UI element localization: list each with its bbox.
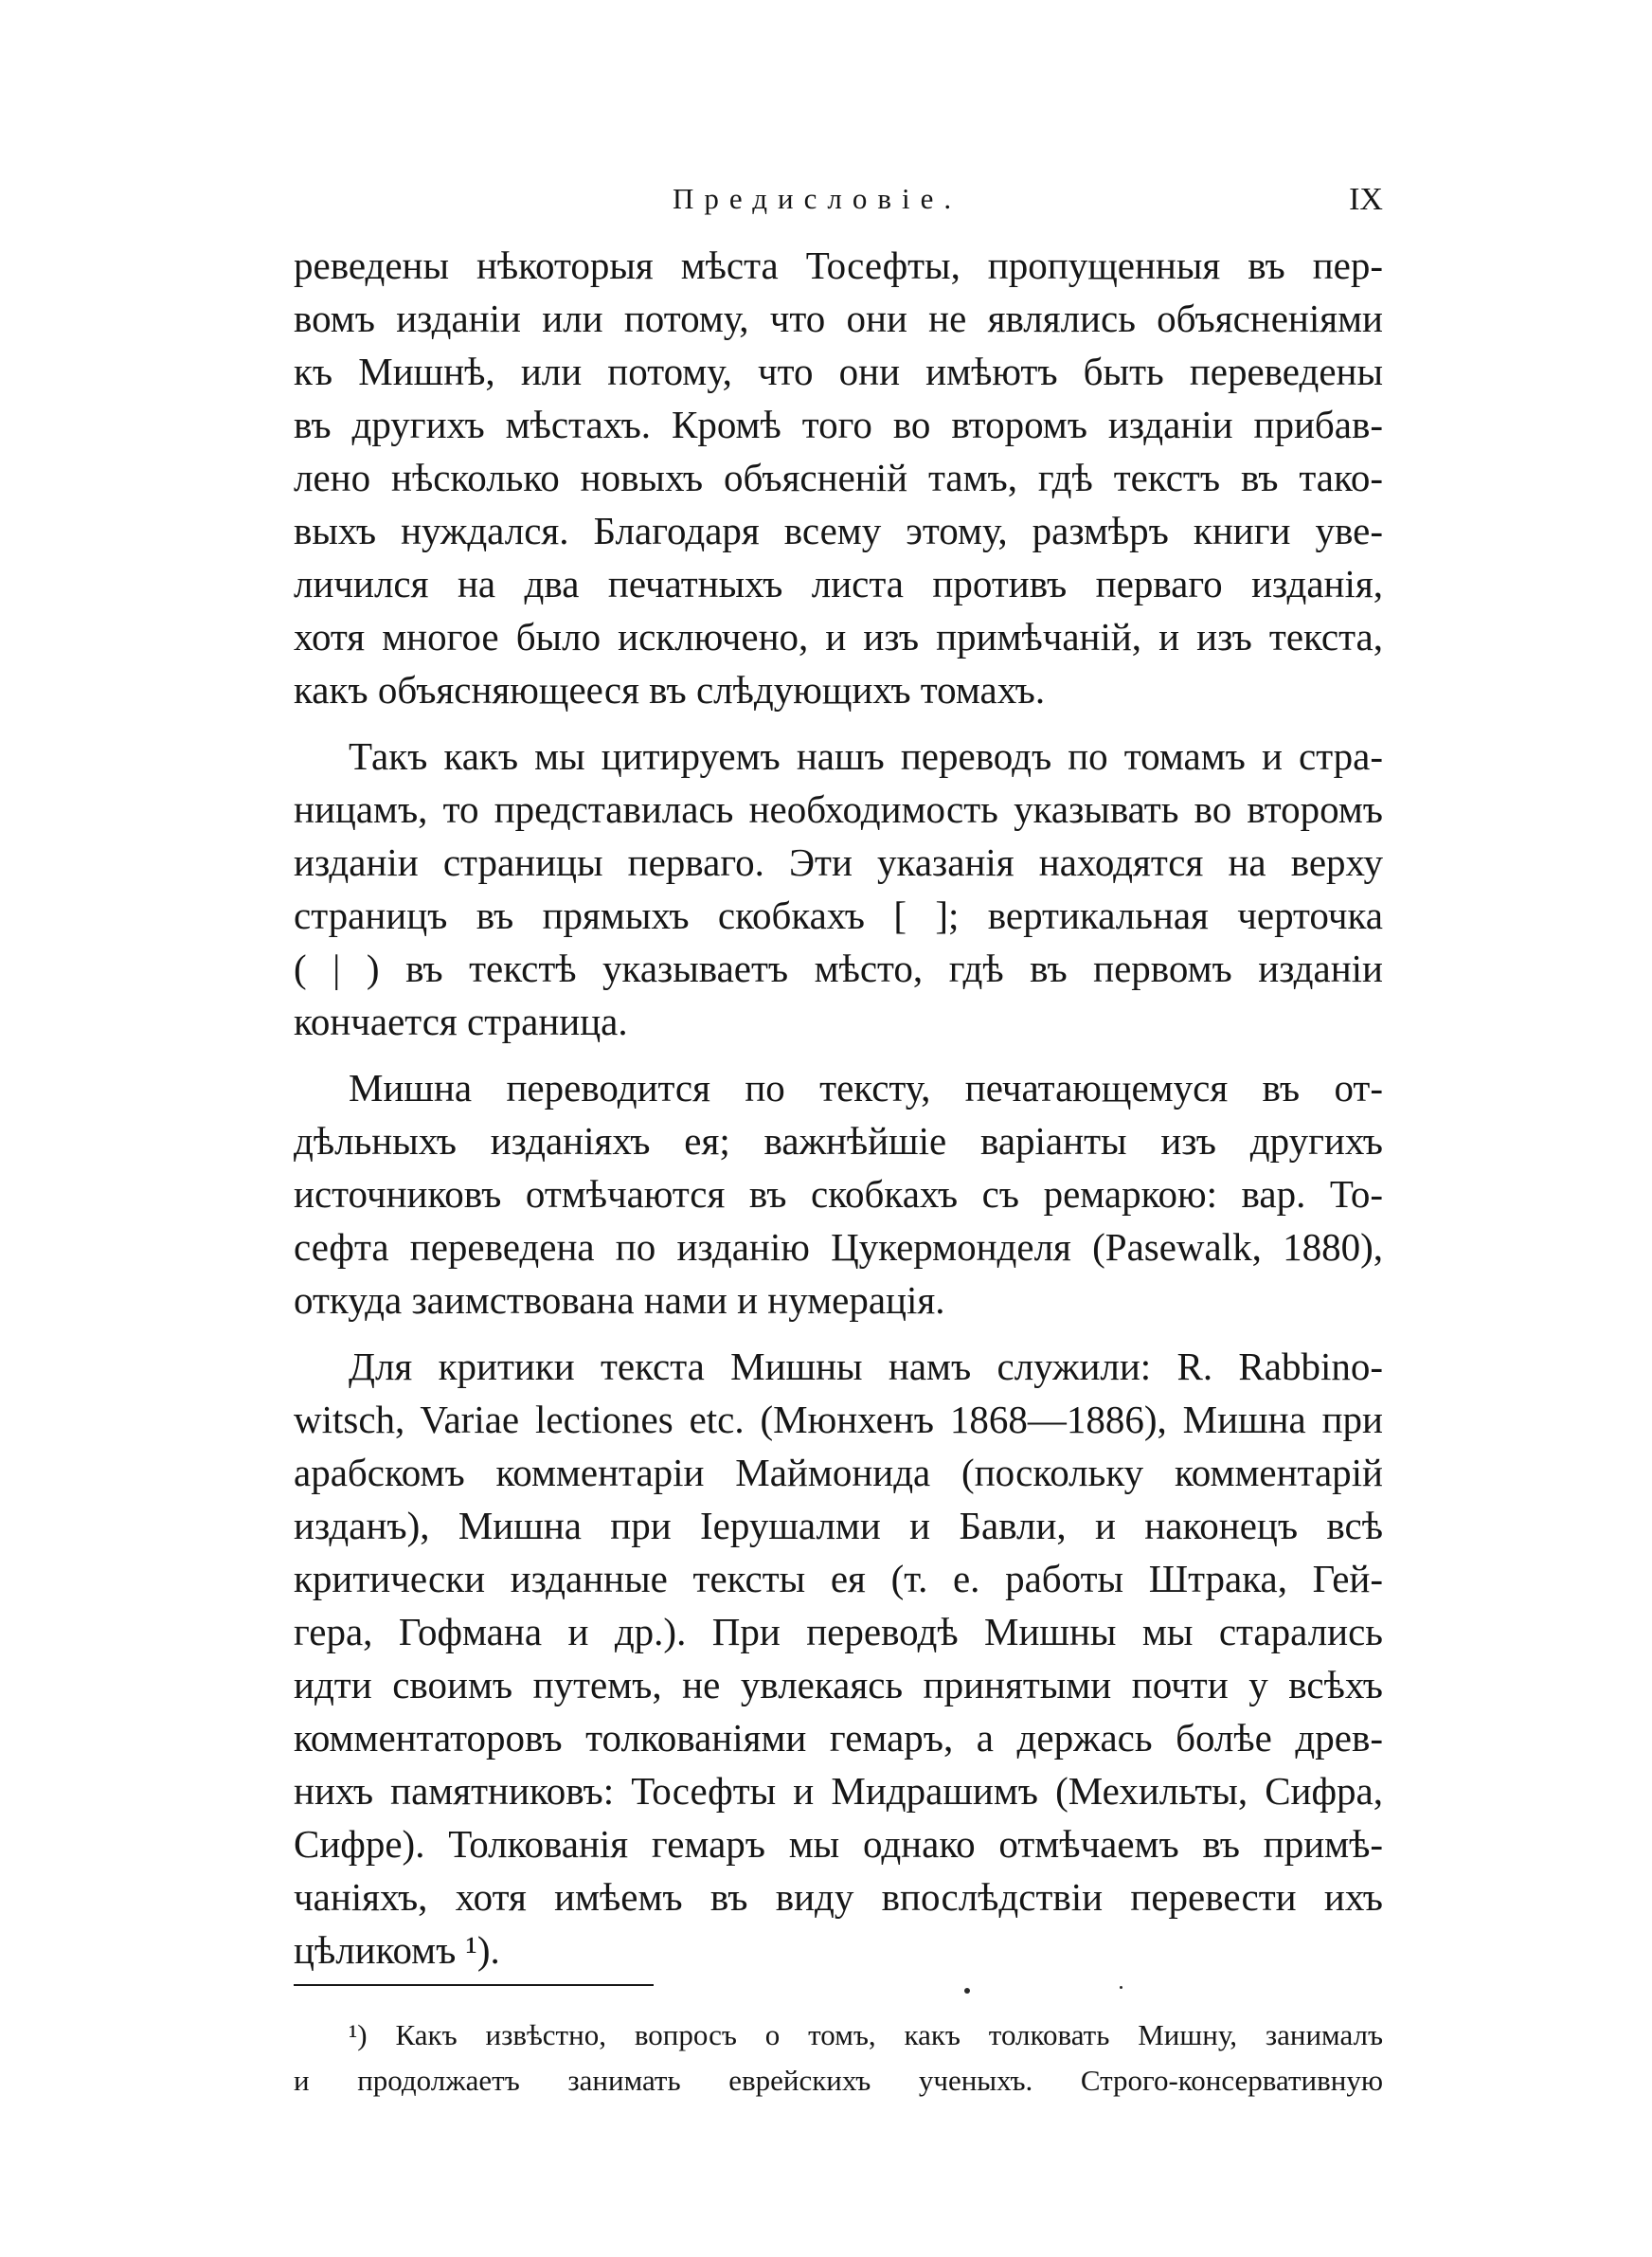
text-line: идти своимъ путемъ, не увлекаясь принятыми почти у всѣхъ (294, 1663, 1383, 1706)
paragraph-gap (294, 1327, 1383, 1340)
footnote-rule (294, 1984, 654, 1986)
text-line: изданіи страницы перваго. Эти указанія находятся на верху (294, 840, 1383, 884)
text-line: Такъ какъ мы цитируемъ нашъ переводъ по томамъ и стра- (349, 734, 1383, 778)
text-line: страницъ въ прямыхъ скобкахъ [ ]; вертикальная черточка (294, 894, 1383, 937)
text-line: откуда заимствована нами и нумерація. (294, 1278, 945, 1322)
text-line: Мишна переводится по тексту, печатающемуся въ от- (349, 1066, 1383, 1110)
text-line: арабскомъ комментаріи Маймонида (поскольку комментарій (294, 1451, 1383, 1494)
text-line: источниковъ отмѣчаются въ скобкахъ съ ремаркою: вар. То- (294, 1172, 1383, 1216)
text-line: личился на два печатныхъ листа противъ перваго изданія, (294, 562, 1383, 605)
paragraph-gap (294, 716, 1383, 730)
text-line: какъ объясняющееся въ слѣдующихъ томахъ. (294, 668, 1046, 712)
text-line: ( | ) въ текстѣ указываетъ мѣсто, гдѣ въ первомъ изданіи (294, 947, 1383, 990)
text-line: дѣльныхъ изданіяхъ ея; важнѣйшіе варіанты изъ другихъ (294, 1119, 1383, 1163)
text-line: въ другихъ мѣстахъ. Кромѣ того во второмъ изданіи прибав- (294, 403, 1383, 446)
paragraph-gap (294, 1048, 1383, 1061)
text-line: къ Мишнѣ, или потому, что они имѣютъ быть переведены (294, 350, 1383, 393)
page-number: IX (1349, 182, 1383, 217)
text-line: критически изданные тексты ея (т. е. работы Штрака, Гей- (294, 1557, 1383, 1600)
text-line: выхъ нуждался. Благодаря всему этому, размѣръ книги уве- (294, 509, 1383, 552)
footnote (294, 2013, 1383, 2104)
main-text (294, 239, 1383, 1977)
text-line: Сифре). Толкованія гемаръ мы однако отмѣчаемъ въ примѣ- (294, 1822, 1383, 1866)
text-line: лено нѣсколько новыхъ объясненій тамъ, гдѣ текстъ въ тако- (294, 456, 1383, 499)
text-line: хотя многое было исключено, и изъ примѣчаній, и изъ текста, (294, 615, 1383, 659)
text-line: ницамъ, то представилась необходимость указывать во второмъ (294, 787, 1383, 831)
text-line: комментаторовъ толкованіями гемаръ, а держась болѣе древ- (294, 1716, 1383, 1760)
text-line: нихъ памятниковъ: Тосефты и Мидрашимъ (Мехильты, Сифра, (294, 1769, 1383, 1813)
text-line: чаніяхъ, хотя имѣемъ въ виду впослѣдствіи перевести ихъ (294, 1875, 1383, 1919)
footnote-line: и продолжаетъ занимать еврейскихъ ученыхъ. Строго-консервативную (294, 2064, 1383, 2097)
text-line: кончается страница. (294, 1000, 628, 1043)
text-line: witsch, Variae lectiones etc. (Мюнхенъ 1868—1886), Мишна при (294, 1398, 1383, 1441)
text-line: реведены нѣкоторыя мѣста Тосефты, пропущенныя въ пер- (294, 244, 1383, 287)
running-head (294, 182, 1383, 229)
text-line: гера, Гофмана и др.). При переводѣ Мишны мы старались (294, 1610, 1383, 1653)
running-title: Предисловіе. (673, 182, 962, 215)
text-line: вомъ изданіи или потому, что они не являлись объясненіями (294, 297, 1383, 340)
text-line: Для критики текста Мишны намъ служили: R. Rabbino- (349, 1345, 1383, 1388)
text-line: изданъ), Мишна при Іерушалми и Бавли, и наконецъ всѣ (294, 1504, 1383, 1547)
print-speck (1120, 1986, 1122, 1989)
text-line: сефта переведена по изданію Цукермонделя (Pasewalk, 1880), (294, 1225, 1383, 1269)
print-speck (964, 1988, 970, 1994)
text-line: цѣликомъ ¹). (294, 1928, 500, 1972)
footnote-line: ¹) Какъ извѣстно, вопросъ о томъ, какъ толковать Мишну, занималъ (349, 2018, 1383, 2051)
